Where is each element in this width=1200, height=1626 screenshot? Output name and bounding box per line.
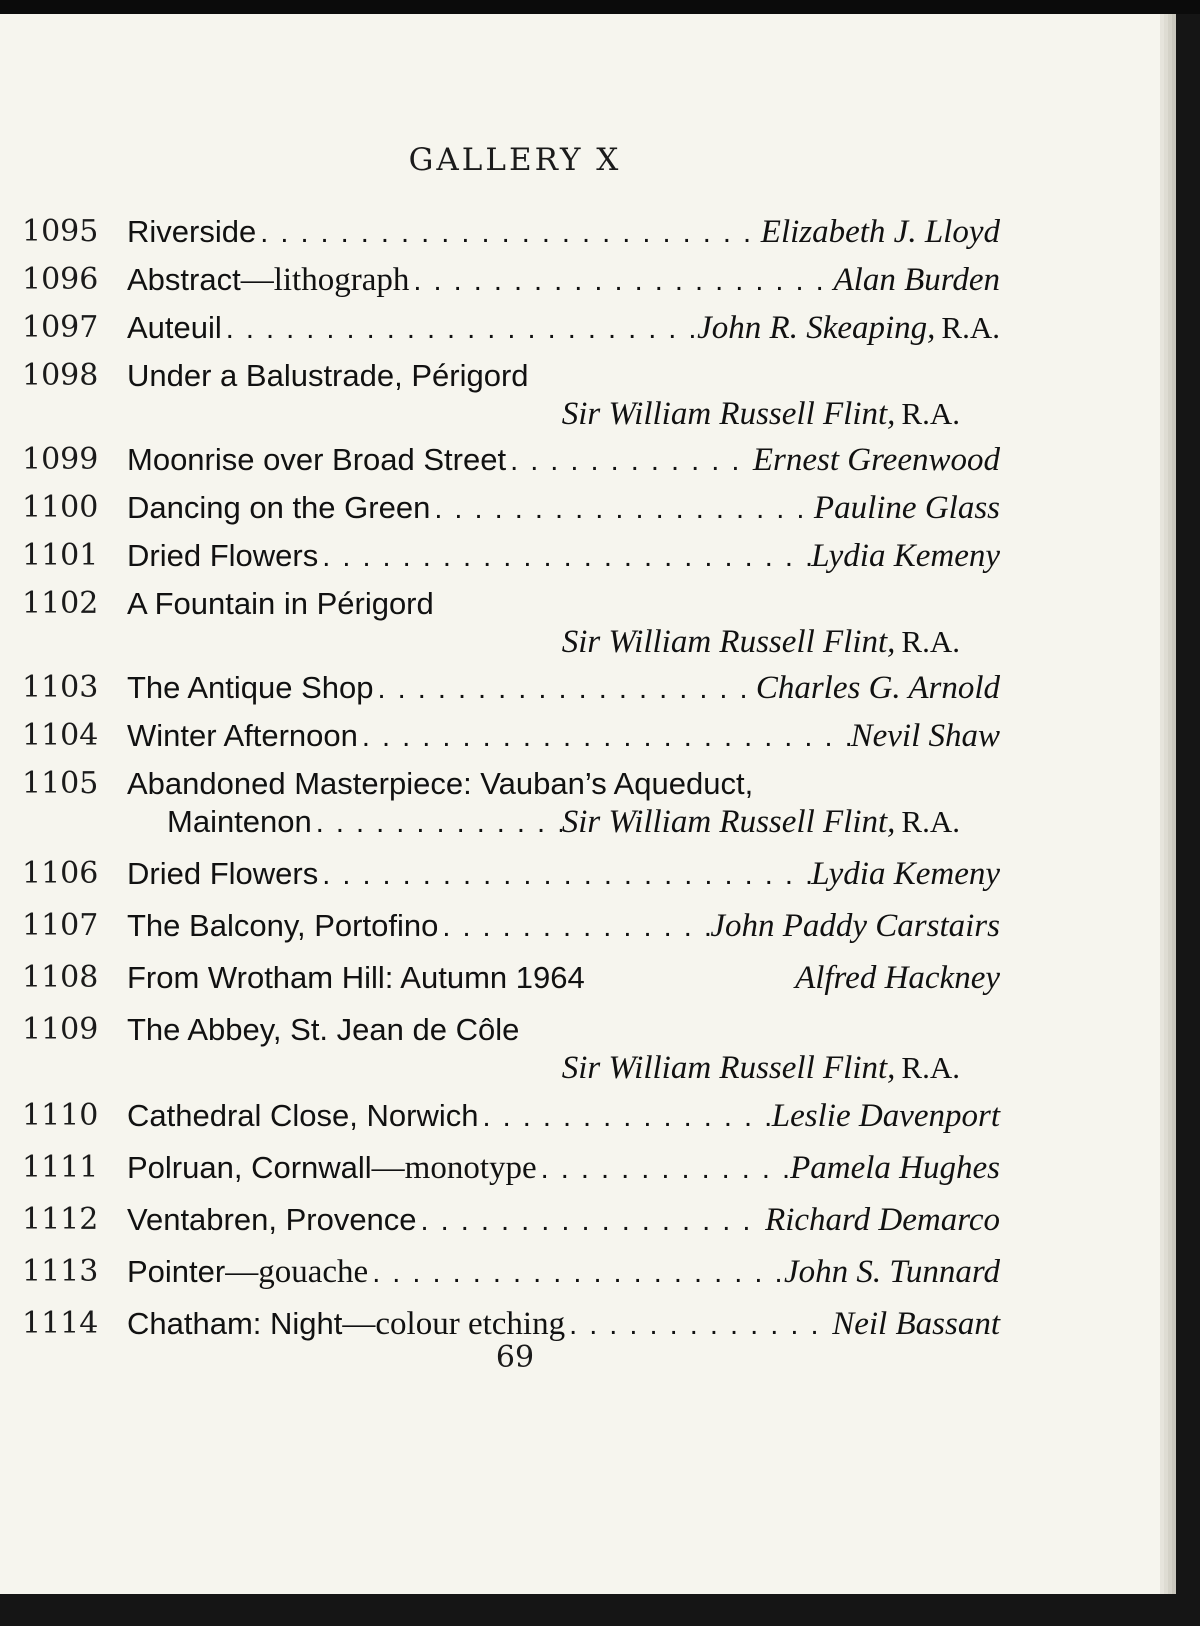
entry-title: Abstract [127,262,241,297]
leader-dots [438,911,710,944]
catalogue-entry [0,1012,1020,1098]
catalogue-entry [0,442,1020,490]
entry-artist: Alfred Hackney [795,960,1000,996]
entry-honour: R.A. [901,1050,960,1085]
entry-medium: —lithograph [240,262,410,298]
entry-number: 1095 [22,214,99,249]
catalogue-entry [0,1150,1020,1198]
entry-title: Auteuil [127,310,222,345]
catalogue-entry [0,214,1020,262]
entry-number: 1108 [22,960,99,995]
leader-dots [417,1205,766,1238]
catalogue-entry [0,586,1020,670]
entry-title: Pointer [127,1254,226,1289]
entry-artist: Neil Bassant [832,1306,1000,1342]
scanner-edge [0,0,1200,14]
entry-artist: Sir William Russell Flint, [561,396,896,432]
entry-title: Ventabren, Provence [127,1202,417,1237]
entry-number: 1096 [22,262,99,297]
entry-title: Chatham: Night [127,1306,343,1341]
entry-number: 1098 [22,358,99,393]
entry-artist: Elizabeth J. Lloyd [760,214,1000,250]
leader-dots [537,1153,790,1186]
catalogue-entry [0,358,1020,442]
entry-artist: John Paddy Carstairs [710,908,1000,944]
entry-artist: Lydia Kemeny [811,856,1000,892]
entry-title: Under a Balustrade, Périgord [127,358,529,393]
catalogue-entry [0,538,1020,586]
entry-number: 1103 [22,670,99,705]
entry-artist: John R. Skeaping, [697,310,936,346]
entry-number: 1097 [22,310,99,345]
entry-title: Abandoned Masterpiece: Vauban’s Aqueduct, [127,766,754,801]
entry-artist: Richard Demarco [765,1202,1000,1238]
entry-honour: R.A. [941,310,1000,345]
entry-artist: Pamela Hughes [790,1150,1000,1186]
entry-title: From Wrotham Hill: Autumn 1964 [127,960,585,995]
catalogue-entry [0,908,1020,956]
leader-dots [430,493,814,526]
catalogue-entry [0,1098,1020,1146]
leader-dots [409,265,833,298]
entry-number: 1109 [22,1012,99,1047]
entry-title: The Abbey, St. Jean de Côle [127,1012,520,1047]
entry-artist: Sir William Russell Flint, [561,1050,896,1086]
catalogue-page [0,14,1160,1594]
entry-title: Winter Afternoon [127,718,358,753]
entry-number: 1104 [22,718,99,753]
entry-number: 1110 [22,1098,99,1133]
leader-dots [318,541,811,574]
catalogue-entry [0,960,1020,1008]
catalogue-entry [0,718,1020,766]
entry-honour: R.A. [901,396,960,431]
entry-number: 1102 [22,586,99,621]
entry-title: Polruan, Cornwall [127,1150,372,1185]
catalogue-entry [0,1202,1020,1250]
leader-dots [373,673,755,706]
entry-title: Dancing on the Green [127,490,431,525]
entry-title: A Fountain in Périgord [127,586,434,621]
leader-dots [222,313,697,346]
entry-title: Dried Flowers [127,856,319,891]
leader-dots [358,721,851,754]
leader-dots [565,1309,832,1342]
entry-artist: Ernest Greenwood [752,442,1000,478]
entry-number: 1099 [22,442,99,477]
catalogue-entry [0,310,1020,358]
gallery-heading: GALLERY X [408,142,622,178]
entry-title: The Balcony, Portofino [127,908,439,943]
catalogue-entry [0,670,1020,718]
entry-title: Dried Flowers [127,538,319,573]
entry-title: Riverside [127,214,257,249]
leader-dots [368,1257,784,1290]
entry-artist: Alan Burden [833,262,1000,298]
entry-medium: —monotype [371,1150,537,1186]
entry-number: 1100 [22,490,99,525]
leader-dots [478,1101,771,1134]
entry-artist: Pauline Glass [813,490,1000,526]
entry-number: 1113 [22,1254,99,1289]
entry-honour: R.A. [901,624,960,659]
entry-number: 1111 [22,1150,99,1185]
entry-medium: —colour etching [342,1306,566,1342]
entry-title-continued: Maintenon [167,804,312,839]
leader-dots [318,859,811,892]
entry-title: Cathedral Close, Norwich [127,1098,479,1133]
page-number: 69 [495,1340,535,1375]
entry-title: The Antique Shop [127,670,374,705]
entry-medium: —gouache [225,1254,369,1290]
entry-number: 1107 [22,908,99,943]
catalogue-entry [0,490,1020,538]
leader-dots [506,445,753,478]
entry-number: 1106 [22,856,99,891]
entry-title: Moonrise over Broad Street [127,442,507,477]
entry-artist: Leslie Davenport [771,1098,1000,1134]
entry-artist: Sir William Russell Flint, [561,624,896,660]
leader-dots [312,807,562,840]
entry-artist: Sir William Russell Flint, [561,804,896,840]
entry-artist: John S. Tunnard [783,1254,1000,1290]
catalogue-entry [0,262,1020,310]
entry-number: 1112 [22,1202,99,1237]
entry-number: 1101 [22,538,99,573]
catalogue-entry [0,766,1020,854]
entry-artist: Nevil Shaw [850,718,1000,754]
catalogue-entry [0,856,1020,904]
entry-number: 1114 [22,1306,99,1341]
catalogue-entry [0,1254,1020,1302]
leader-dots [256,217,761,250]
entry-artist: Lydia Kemeny [811,538,1000,574]
entry-number: 1105 [22,766,99,801]
entry-artist: Charles G. Arnold [755,670,1000,706]
entry-honour: R.A. [901,804,960,839]
